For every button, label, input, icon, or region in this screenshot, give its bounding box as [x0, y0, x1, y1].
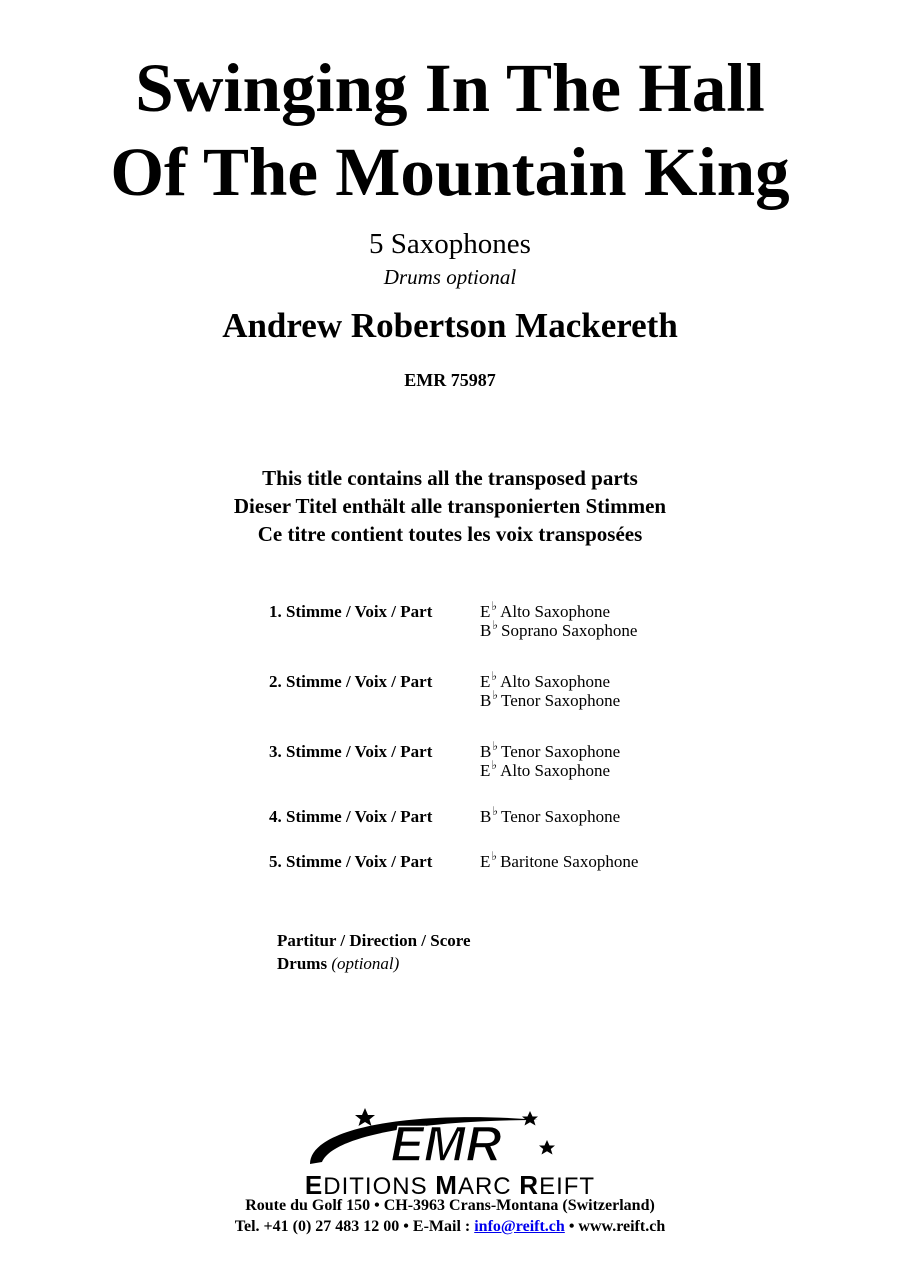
flat-symbol: ♭ [492, 739, 499, 753]
drums-line [277, 952, 399, 975]
part-1-instrument-1: E♭ Alto Saxophone [480, 599, 611, 621]
part-2-instruments [480, 669, 621, 711]
email-link[interactable]: info@reift.ch [474, 1218, 565, 1235]
notice-line-de: Dieser Titel enthält alle transponierten Stimmen [233, 494, 667, 518]
part-2-instrument-1: E♭ Alto Saxophone [480, 669, 611, 691]
flat-symbol: ♭ [492, 688, 499, 702]
part-1-label: 1. Stimme / Voix / Part [269, 602, 433, 621]
flat-symbol: ♭ [491, 849, 498, 863]
title-line-1: Swinging In The Hall [135, 50, 765, 126]
part-5-instrument-1: E♭ Baritone Saxophone [480, 849, 639, 871]
part-3-instrument-1: B♭ Tenor Saxophone [480, 739, 621, 761]
contact-phone: Tel. +41 (0) 27 483 12 00 • E-Mail : [234, 1218, 475, 1235]
publisher-name: EDITIONS MARC REIFT [304, 1170, 596, 1200]
publisher-address: Route du Golf 150 • CH-3963 Crans-Montana (Switzerland) [245, 1197, 655, 1214]
part-3-instruments [480, 739, 621, 781]
drums-label: Drums [277, 954, 328, 973]
notice-line-fr: Ce titre contient toutes les voix transposées [257, 522, 643, 546]
contact-website: • www.reift.ch [564, 1218, 666, 1235]
drums-optional-note: (optional) [331, 954, 400, 973]
star-icon [539, 1140, 555, 1155]
part-3-label: 3. Stimme / Voix / Part [269, 742, 433, 761]
emr-logo [300, 1106, 600, 1174]
star-icon [522, 1111, 538, 1126]
title-line-2: Of The Mountain King [110, 134, 790, 210]
publisher-contact [0, 1217, 900, 1237]
composer: Andrew Robertson Mackereth [222, 306, 678, 345]
instrumentation: 5 Saxophones [369, 228, 531, 260]
flat-symbol: ♭ [492, 804, 499, 818]
emr-logo-graphic [300, 1106, 600, 1174]
transposed-parts-notice [0, 464, 900, 548]
part-4-instruments [480, 804, 621, 827]
score-line: Partitur / Direction / Score [277, 931, 471, 950]
flat-symbol: ♭ [491, 599, 498, 613]
part-5-instruments [480, 849, 639, 872]
part-3-instrument-2: E♭ Alto Saxophone [480, 758, 611, 780]
instrumentation-note: Drums optional [383, 265, 517, 289]
part-4-instrument-1: B♭ Tenor Saxophone [480, 804, 621, 826]
flat-symbol: ♭ [491, 669, 498, 683]
part-2-label: 2. Stimme / Voix / Part [269, 672, 433, 691]
catalog-number: EMR 75987 [404, 370, 496, 390]
part-1-instrument-2: B♭ Soprano Saxophone [480, 618, 638, 640]
part-5-label: 5. Stimme / Voix / Part [269, 852, 433, 871]
part-2-instrument-2: B♭ Tenor Saxophone [480, 688, 621, 710]
part-4-label: 4. Stimme / Voix / Part [269, 807, 433, 826]
part-1-instruments [480, 599, 638, 641]
flat-symbol: ♭ [492, 618, 499, 632]
flat-symbol: ♭ [491, 758, 498, 772]
logo-text: EMR [390, 1116, 502, 1172]
notice-line-en: This title contains all the transposed parts [262, 466, 638, 490]
star-icon [355, 1108, 375, 1126]
